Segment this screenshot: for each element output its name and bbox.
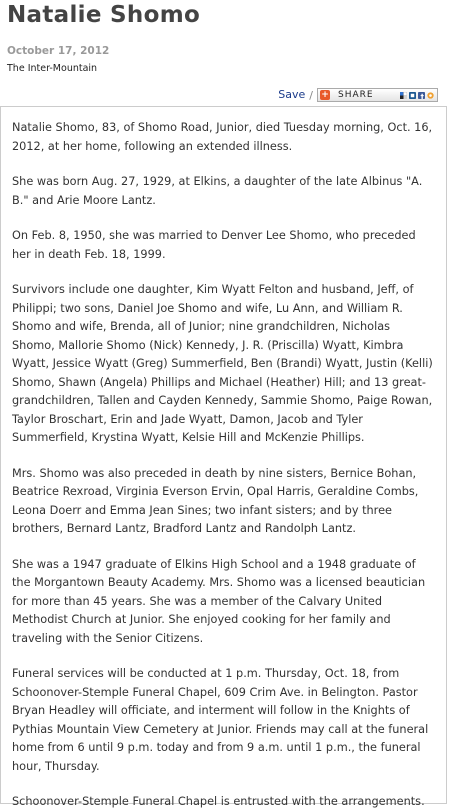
page-title: Natalie Shomo (7, 2, 201, 28)
article-date: October 17, 2012 (7, 45, 110, 57)
more-icon (427, 92, 434, 99)
share-label: SHARE (338, 90, 374, 100)
digg-icon (409, 92, 416, 99)
delicious-icon (400, 92, 407, 99)
article-paragraph: She was a 1947 graduate of Elkins High School and a 1948 graduate of the Morgantown Beauty Academy. Mrs. Shomo was a licensed beautician for more than 45 years. She was a member of the Calvary United Methodist Church at Junior. She enjoyed cooking for her family and traveling with the Senior Citizens. (12, 557, 426, 645)
article-source: The Inter-Mountain (7, 63, 98, 74)
article-body (0, 106, 447, 808)
share-plus-icon: + (321, 90, 329, 100)
share-toolbar (278, 86, 438, 104)
article-paragraph: Funeral services will be conducted at 1 p.m. Thursday, Oct. 18, from Schoonover-Stemple Funeral Chapel, 609 Crim Ave. in Belington. Pastor Bryan Headley will officiate, and interment will follow in the Knights of Pythias Mountain View Cemetery at Junior. Friends may call at the funeral home from 6 until 9 p.m. today and from 9 a.m. until 1 p.m., the funeral hour, Thursday. (12, 667, 429, 773)
article-paragraph: Schoonover-Stemple Funeral Chapel is entrusted with the arrangements. (12, 795, 425, 808)
article-paragraph: Natalie Shomo, 83, of Shomo Road, Junior, died Tuesday morning, Oct. 16, 2012, at her home, following an extended illness. (12, 121, 433, 153)
toolbar-separator: / (309, 88, 313, 102)
save-link[interactable]: Save (278, 88, 306, 101)
article-paragraph: She was born Aug. 27, 1929, at Elkins, a daughter of the late Albinus "A. B." and Arie Moore Lantz. (12, 175, 423, 207)
article-paragraph: On Feb. 8, 1950, she was married to Denver Lee Shomo, who preceded her in death Feb. 18, 1999. (12, 229, 416, 261)
bookmark-icons (400, 92, 434, 99)
article-paragraph: Mrs. Shomo was also preceded in death by nine sisters, Bernice Bohan, Beatrice Rexroad, Virginia Everson Ervin, Opal Harris, Geraldine Combs, Leona Doerr and Emma Jean Sines; two infant sisters; and by three brothers, Bernard Lantz, Bradford Lantz and Randolph Lantz. (12, 466, 419, 535)
share-button[interactable] (317, 88, 438, 102)
article-paragraph: Survivors include one daughter, Kim Wyatt Felton and husband, Jeff, of Philippi; two sons, Daniel Joe Shomo and wife, Lu Ann, and William R. Shomo and wife, Brenda, all of Junior; nine grandchildren, Nicholas Shomo, Mallorie Shomo (Nick) Kennedy, J. R. (Priscilla) Wyatt, Kimbra Wyatt, Jessice Wyatt (Greg) Summerfield, Ben (Brandi) Wyatt, Justin (Kelli) Shomo, Shawn (Angela) Phillips and Michael (Heather) Hill; and 13 great-grandchildren, Tallen and Cayden Kennedy, Sammie Shomo, Paige Rowan, Taylor Broschart, Erin and Jade Wyatt, Damon, Jacob and Tyler Summerfield, Krystina Wyatt, Kelsie Hill and McKenzie Phillips. (12, 283, 433, 444)
facebook-icon (418, 92, 425, 99)
